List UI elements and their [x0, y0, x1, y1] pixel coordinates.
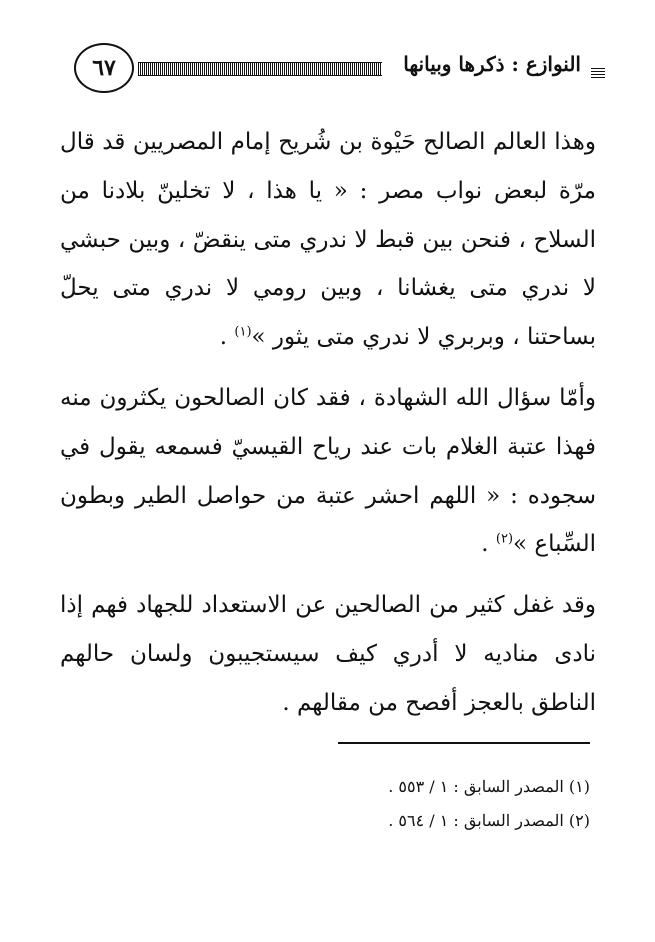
footnote: (١) المصدر السابق : ١ / ٥٥٣ .: [388, 777, 590, 796]
paragraph-text: وقد غفل كثير من الصالحين عن الاستعداد للجهاد فهم إذا نادى مناديه لا أدري كيف سيستجيبون ولسان حالهم الناطق بالعجز أفصح من مقالهم .: [60, 592, 596, 716]
paragraph-end: .: [219, 324, 235, 351]
header-rule: [138, 62, 382, 76]
footnotes: [300, 770, 590, 838]
body-text: [60, 118, 596, 728]
paragraph: [60, 118, 596, 362]
page-header: [60, 38, 605, 100]
ornament-icon: [591, 68, 605, 78]
footnote-reference: (١): [234, 324, 252, 340]
footnote: (٢) المصدر السابق : ١ / ٥٦٤ .: [388, 811, 590, 830]
paragraph: [60, 374, 596, 569]
paragraph-end: .: [481, 531, 496, 558]
page-number: ٦٧: [74, 43, 134, 93]
footnote-reference: (٢): [495, 531, 514, 547]
paragraph: [60, 581, 596, 727]
footnote-rule: [338, 742, 590, 744]
paragraph-text: وأمّا سؤال الله الشهادة ، فقد كان الصالحون يكثرون منه فهذا عتبة الغلام بات عند رياح القيسيّ فسمعه يقول في سجوده : « اللهم احشر عتبة من حواصل الطير وبطون السِّباع »: [60, 384, 596, 558]
paragraph-text: وهذا العالم الصالح حَيْوة بن شُريح إمام المصريين قد قال مرّة لبعض نواب مصر : « يا هذا ، لا تخلينّ بلادنا من السلاح ، فنحن بين قبط لا ندري متى ينقضّ ، وبين حبشي لا ندري متى يغشانا ، وبين رومي لا ندري متى يحلّ بساحتنا ، وبربري لا ندري متى يثور »: [60, 129, 596, 351]
running-title: النوازع : ذكرها وبيانها: [403, 52, 581, 76]
